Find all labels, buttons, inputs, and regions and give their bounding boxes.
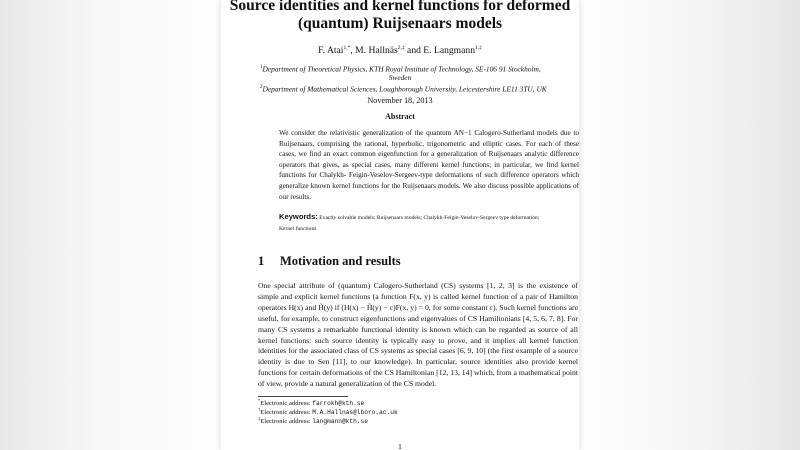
date: November 18, 2013 bbox=[367, 96, 433, 105]
email-link[interactable]: farrokh@kth.se bbox=[312, 400, 365, 408]
affiliation-1: $^1$Department of Theoretical Physics, KTH Royal Institute of Technology, SE-106 91 Stockholm, bbox=[260, 64, 541, 74]
affiliation-2: $^2$Department of Mathematical Sciences, Loughborough University, Leicestershire LE11 3TU, UK bbox=[260, 84, 547, 94]
paper-page bbox=[221, 0, 579, 450]
keywords: Keywords: Exactly solvable models; Ruijsenaars models; Chalykh-Feigin-Veselov-Sergeev type deformation; Kernel functions bbox=[279, 212, 540, 232]
section-heading: 1 Motivation and results bbox=[258, 254, 401, 268]
footnote-1: *Electronic address: farrokh@kth.se bbox=[258, 398, 365, 408]
email-link[interactable]: M.A.Hallnas@lboro.ac.uk bbox=[312, 409, 398, 417]
authors: F. Atai$^{1,*}$, M. Hallnäs$^{2,\ddagger}$ and E. Langmann$^{1,\ddagger}$ bbox=[318, 45, 482, 57]
title-line-2: (quantum) Ruijsenaars models bbox=[297, 15, 503, 32]
footnote-2: †Electronic address: M.A.Hallnas@lboro.ac.uk bbox=[258, 407, 398, 417]
title-line-1: Source identities and kernel functions for deformed bbox=[229, 0, 571, 14]
abstract-heading: Abstract bbox=[385, 112, 415, 121]
email-link[interactable]: langmann@kth.se bbox=[312, 418, 368, 426]
body-paragraph: One special attribute of (quantum) Calogero-Sutherland (CS) systems [1, 2, 3] is the existence of simple and explicit kernel functions (a function F(x, y) is called kernel function of a pair of Hamilton operators H(x) and H̃(y) if (H(x) − H̃(y) − c)F(x, y) = 0, for some constant c). Such kernel functions are useful, for example, to construct eigenfunctions and eigenvalues of CS Hamiltonians [4, 5, 6, 7, 8]. For many CS systems a remarkable functional identity is known which can be regarded as source of all kernel functions: such source identity is typically easy to prove, and it implies all kernel function identities for the associated class of CS systems as special cases [6, 9, 10] (the first example of a source identity is due to Sen [11], to our knowledge). In particular, source identities also provide kernel functions for certain deformations of the CS Hamiltonian [12, 13, 14] which, from a mathematical point of view, provide a natural generalization of the CS model. bbox=[258, 281, 578, 389]
abstract-text: We consider the relativistic generalization of the quantum AN−1 Calogero-Sutherland models due to Ruijsenaars, comprising the rational, hyperbolic, trigonometric and elliptic cases. For each of these cases, we find an exact common eigenfunction for a generalization of Ruijsenaars analytic difference operators that gives, as special cases, many different kernel functions; in particular, we find kernel functions for Chalykh- Feigin-Veselov-Sergeev-type deformations of such difference operators which generalize known kernel functions for the Ruijsenaars models. We also discuss possible applications of our results. bbox=[279, 129, 579, 201]
page-number: 1 bbox=[398, 442, 402, 450]
footnote-3: ‡Electronic address: langmann@kth.se bbox=[258, 416, 368, 426]
affiliation-1-country: Sweden bbox=[388, 73, 412, 82]
